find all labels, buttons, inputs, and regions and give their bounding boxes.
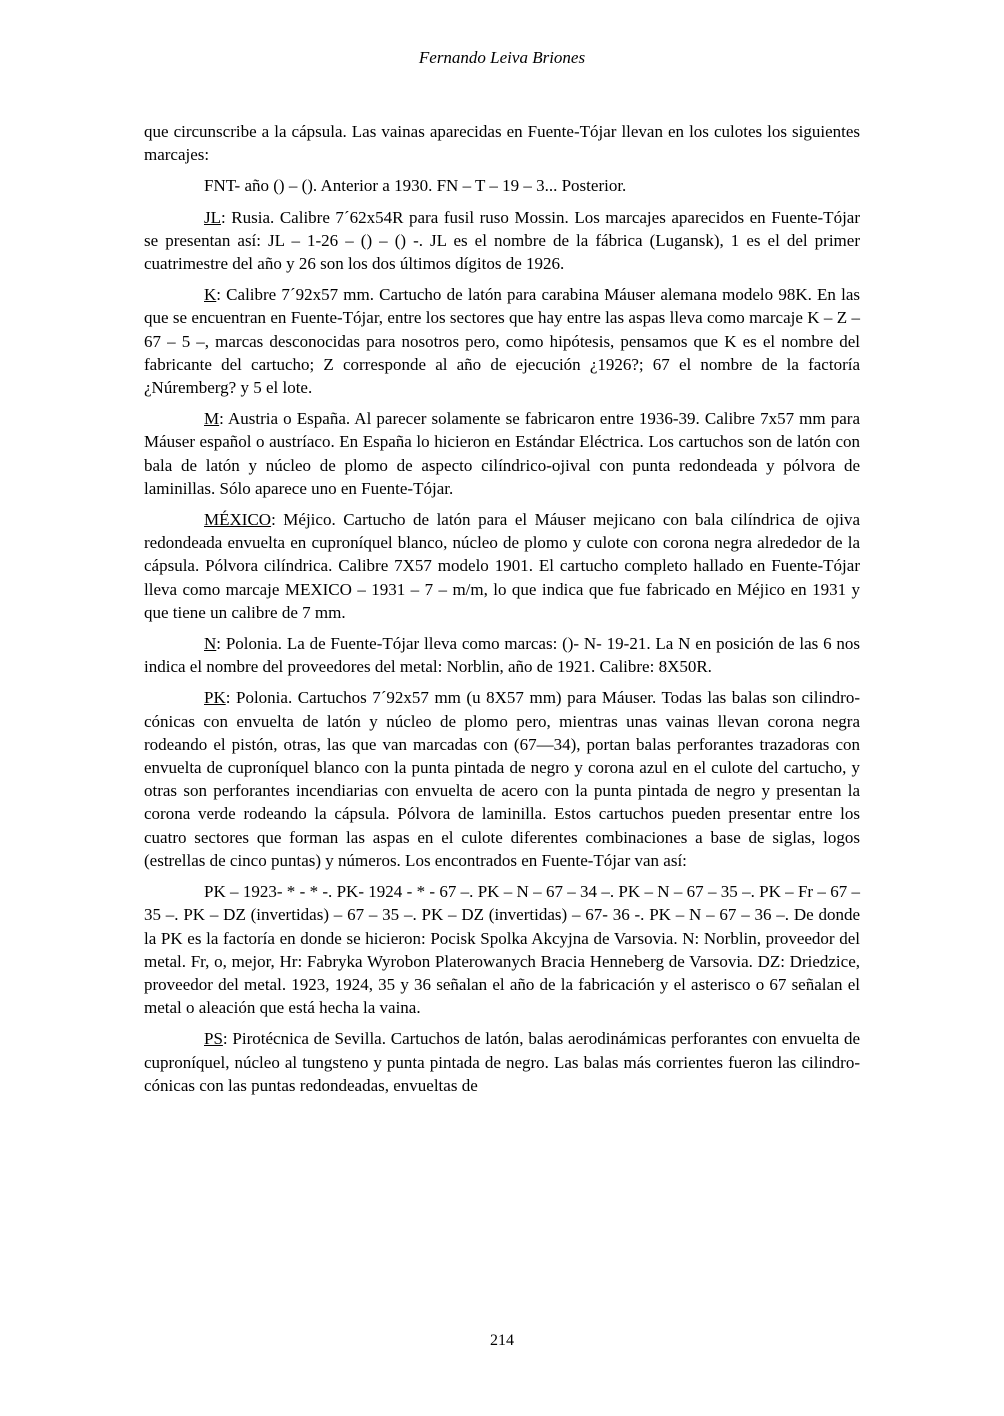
paragraph-text: PK – 1923- * - * -. PK- 1924 - * - 67 –. PK – N – 67 – 34 –. PK – N – 67 – 35 –. PK – Fr – 67 – 35 –. PK – DZ (invertidas) – 67 – 35 –. PK – DZ (invertidas) – 67- 36 -. PK – N – 67 – 36 –. De donde la PK es la factoría en donde se hicieron: Pocisk Spolka Akcyjna de Varsovia. N: Norblin, proveedor del metal. Fr, o, mejor, Hr: Fabryka Wyrobon Platerowanych Bracia Henneberg de Varsovia. DZ: Driedzice, proveedor del metal. 1923, 1924, 35 y 36 señalan el año de la fabricación y el asterisco o 67 señalan el metal o aleación que está hecha la vaina. (144, 882, 860, 1018)
paragraph-text: : Austria o España. Al parecer solamente se fabricaron entre 1936-39. Calibre 7x57 mm para Máuser español o austríaco. En España lo hicieron en Estándar Eléctrica. Los cartuchos son de latón con bala de latón y núcleo de plomo de aspecto cilíndrico-ojival con punta redondeada y pólvora de laminillas. Sólo aparece uno en Fuente-Tójar. (144, 409, 860, 498)
paragraph-fnt (144, 174, 860, 197)
paragraph-k (144, 283, 860, 399)
paragraph-m (144, 407, 860, 500)
paragraph-mexico (144, 508, 860, 624)
paragraph-n (144, 632, 860, 678)
entry-term: MÉXICO (204, 510, 272, 530)
paragraph-text: FNT- año () – (). Anterior a 1930. FN – T – 19 – 3... Posterior. (204, 176, 627, 196)
entry-term: N (204, 634, 217, 654)
entry-term: M (204, 409, 220, 429)
paragraph-text: : Polonia. Cartuchos 7´92x57 mm (u 8X57 mm) para Máuser. Todas las balas son cilindro-cónicas con envuelta de latón y núcleo de plomo pero, mientras unas vainas llevan corona negra rodeando el pistón, otras, las que van marcadas con (67—34), portan balas perforantes trazadoras con envuelta de cuproníquel blanco con la punta pintada de negro y corona azul en el culote del cartucho, y otras son perforantes incendiarias con envuelta de acero con la punta pintada de negro y presentan la corona verde rodeando la cápsula. Pólvora de laminilla. Estos cartuchos pueden presentar entre los cuatro sectores que forman las aspas en el culote diferentes combinaciones a base de siglas, logos (estrellas de cinco puntas) y números. Los encontrados en Fuente-Tójar van así: (144, 688, 860, 870)
paragraph-text: : Calibre 7´92x57 mm. Cartucho de latón para carabina Máuser alemana modelo 98K. En las que se encuentran en Fuente-Tójar, entre los sectores que hay entre las aspas lleva como marcaje K – Z – 67 – 5 –, marcas desconocidas para nosotros pero, como hipótesis, pensamos que K es el nombre del fabricante del cartucho; Z corresponde al año de ejecución ¿1926?; 67 el nombre de la factoría ¿Núremberg? y 5 el lote. (144, 285, 860, 398)
paragraph-intro (144, 120, 860, 166)
running-header: Fernando Leiva Briones (418, 48, 586, 67)
entry-term: K (204, 285, 217, 305)
paragraph-text: : Rusia. Calibre 7´62x54R para fusil ruso Mossin. Los marcajes aparecidos en Fuente-Tójar se presentan así: JL – 1-26 – () – () -. JL es el nombre de la fábrica (Lugansk), 1 es el del primer cuatrimestre del año y 26 son los dos últimos dígitos de 1926. (144, 207, 860, 274)
paragraph-pk (144, 686, 860, 872)
paragraph-pk-list (144, 880, 860, 1019)
paragraph-text: : Polonia. La de Fuente-Tójar lleva como marcas: ()- N- 19-21. La N en posición de las 6 nos indica el nombre del proveedores del metal: Norblin, año de 1921. Calibre: 8X50R. (144, 634, 860, 677)
body-text (144, 120, 860, 1105)
entry-term: PK (204, 688, 226, 708)
entry-term: JL (204, 207, 221, 227)
paragraph-text: que circunscribe a la cápsula. Las vainas aparecidas en Fuente-Tójar llevan en los culotes los siguientes marcajes: (144, 122, 860, 165)
paragraph-text: : Pirotécnica de Sevilla. Cartuchos de latón, balas aerodinámicas perforantes con envuelta de cuproníquel, núcleo al tungsteno y punta pintada de negro. Las balas más corrientes fueron las cilindro-cónicas con las puntas redondeadas, envueltas de (144, 1029, 860, 1095)
entry-term: PS (204, 1029, 223, 1049)
paragraph-ps (144, 1027, 860, 1097)
paragraph-text: : Méjico. Cartucho de latón para el Máuser mejicano con bala cilíndrica de ojiva redondeada envuelta en cuproníquel blanco, núcleo de plomo y culote con corona negra alrededor de la cápsula. Pólvora cilíndrica. Calibre 7X57 modelo 1901. El cartucho completo hallado en Fuente-Tójar lleva como marcaje MEXICO – 1931 – 7 – m/m, lo que indica que fue fabricado en Méjico en 1931 y que tiene un calibre de 7 mm. (144, 510, 860, 622)
paragraph-jl (144, 206, 860, 276)
page-number: 214 (490, 1332, 514, 1349)
